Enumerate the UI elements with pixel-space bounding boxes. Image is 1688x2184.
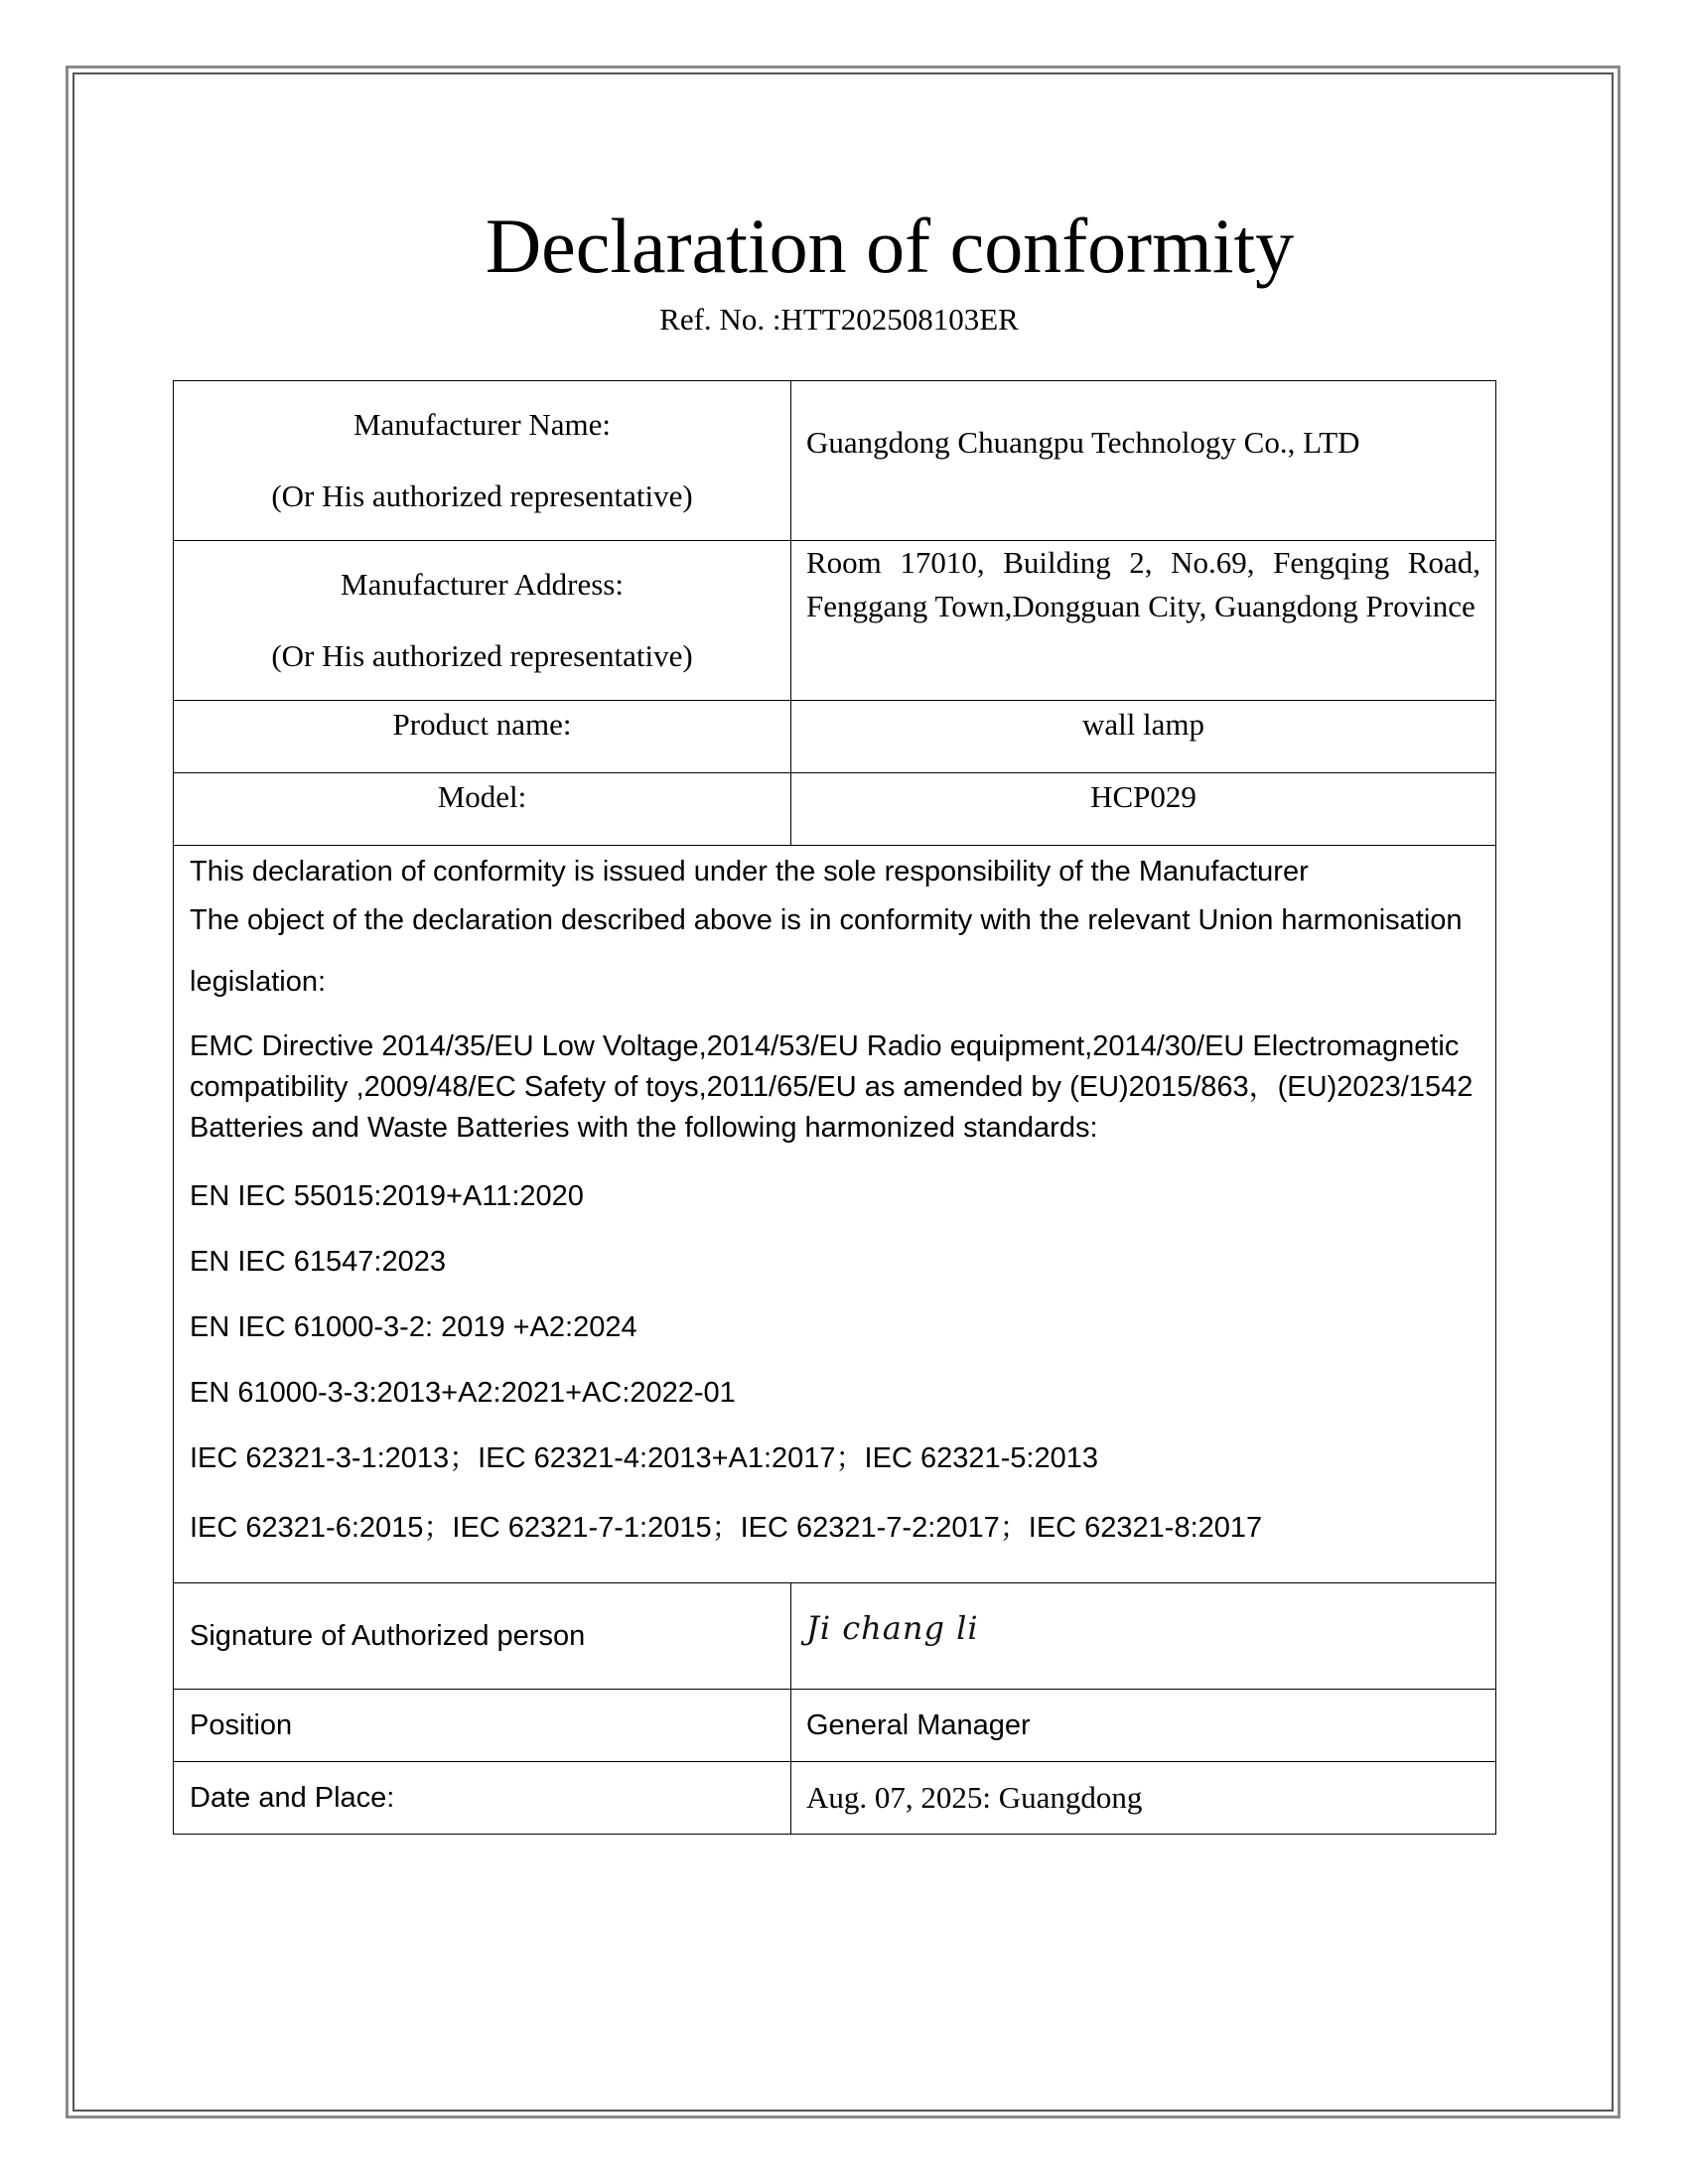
manufacturer-name-label-sub: (Or His authorized representative)	[271, 478, 693, 513]
manufacturer-name-row	[174, 381, 1496, 541]
manufacturer-name-label-cell	[174, 381, 791, 541]
model-value: HCP029	[1090, 779, 1196, 814]
handwritten-signature: Ji chang li	[806, 1609, 979, 1647]
standard-item: EN IEC 61000-3-2: 2019 +A2:2024	[190, 1311, 637, 1343]
declaration-row	[174, 846, 1496, 1583]
manufacturer-name-value-cell	[791, 381, 1496, 541]
signature-label-cell	[174, 1583, 791, 1690]
product-name-value-cell	[791, 701, 1496, 773]
position-label-cell	[174, 1690, 791, 1762]
position-label: Position	[190, 1708, 293, 1741]
product-name-label-cell	[174, 701, 791, 773]
document-title: Declaration of conformity	[485, 203, 1295, 289]
model-label-cell	[174, 773, 791, 846]
date-place-value: Aug. 07, 2025: Guangdong	[806, 1780, 1143, 1815]
position-value: General Manager	[806, 1708, 1031, 1741]
model-label: Model:	[437, 779, 527, 814]
manufacturer-name-value: Guangdong Chuangpu Technology Co., LTD	[806, 425, 1360, 460]
declaration-cell	[174, 846, 1496, 1583]
manufacturer-address-row	[174, 541, 1496, 701]
standard-item: EN 61000-3-3:2013+A2:2021+AC:2022-01	[190, 1377, 736, 1409]
standard-item: EN IEC 61547:2023	[190, 1246, 446, 1278]
model-row	[174, 773, 1496, 846]
reference-number: Ref. No. :HTT202508103ER	[659, 302, 1019, 337]
manufacturer-address-value-cell	[791, 541, 1496, 701]
date-place-label-cell	[174, 1762, 791, 1835]
manufacturer-address-label-cell	[174, 541, 791, 701]
manufacturer-address-label-sub: (Or His authorized representative)	[271, 638, 693, 673]
standard-item: EN IEC 55015:2019+A11:2020	[190, 1180, 584, 1212]
product-name-row	[174, 701, 1496, 773]
model-value-cell	[791, 773, 1496, 846]
product-name-value: wall lamp	[1081, 707, 1205, 742]
declaration-statement-1: This declaration of conformity is issued under the sole responsibility of the Manufacturer	[190, 856, 1309, 887]
product-name-label: Product name:	[392, 707, 572, 742]
date-place-row	[174, 1762, 1496, 1835]
signature-row	[174, 1583, 1496, 1690]
date-place-label: Date and Place:	[190, 1781, 395, 1814]
date-place-value-cell	[791, 1762, 1496, 1835]
position-row	[174, 1690, 1496, 1762]
declaration-statement-2: The object of the declaration described above is in conformity with the relevant Union harmonisation legislation:	[190, 904, 1463, 998]
signature-label: Signature of Authorized person	[190, 1619, 586, 1652]
standard-item: IEC 62321-6:2015；IEC 62321-7-1:2015；IEC 62321-7-2:2017；IEC 62321-8:2017	[190, 1512, 1263, 1544]
manufacturer-name-label: Manufacturer Name:	[352, 407, 612, 442]
declaration-table	[173, 380, 1496, 1835]
position-value-cell	[791, 1690, 1496, 1762]
signature-value-cell	[791, 1583, 1496, 1690]
manufacturer-address-label: Manufacturer Address:	[341, 567, 624, 602]
declaration-directives: EMC Directive 2014/35/EU Low Voltage,2014/53/EU Radio equipment,2014/30/EU Electromagnetic compatibility ,2009/48/EC Safety of toys,2011/65/EU as amended by (EU)2015/863，(EU)2023/1542 Batteries and Waste Batteries with the following harmonized standards:	[190, 1030, 1474, 1144]
manufacturer-address-value: Room 17010, Building 2, No.69, Fengqing Road, Fenggang Town,Dongguan City, Guangdong Province	[806, 545, 1480, 623]
standard-item: IEC 62321-3-1:2013；IEC 62321-4:2013+A1:2017；IEC 62321-5:2013	[190, 1442, 1098, 1474]
